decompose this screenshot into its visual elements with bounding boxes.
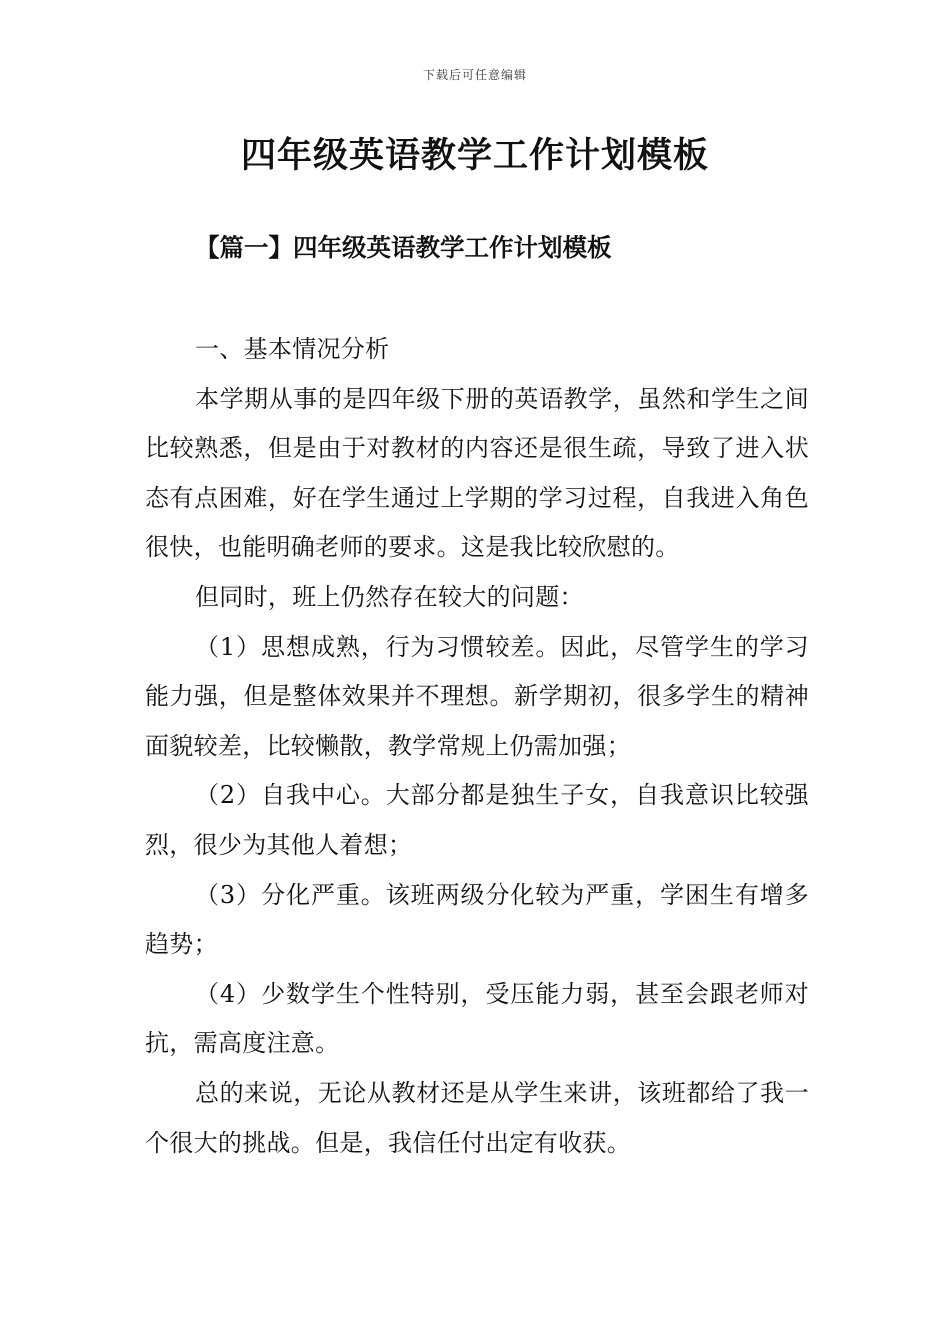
section-heading: 【篇一】四年级英语教学工作计划模板 [195,233,612,262]
list-item-3: （3）分化严重。该班两级分化较为严重，学困生有增多趋势； [145,880,809,959]
document-title: 四年级英语教学工作计划模板 [240,136,709,176]
paragraph-summary: 总的来说，无论从教材还是从学生来讲，该班都给了我一个很大的挑战。但是，我信任付出定有收获。 [145,1078,809,1157]
list-item-1: （1）思想成熟，行为习惯较差。因此，尽管学生的学习能力强，但是整体效果并不理想。新学期初，很多学生的精神面貌较差，比较懒散，教学常规上仍需加强； [145,632,809,760]
header-note: 下载后可任意编辑 [422,68,527,82]
list-item-2: （2）自我中心。大部分都是独生子女，自我意识比较强烈，很少为其他人着想； [145,781,809,859]
subheading-basic-analysis: 一、基本情况分析 [195,335,390,363]
list-item-4: （4）少数学生个性特别，受压能力弱，甚至会跟老师对抗，需高度注意。 [145,979,809,1058]
paragraph-intro: 本学期从事的是四年级下册的英语教学，虽然和学生之间比较熟悉，但是由于对教材的内容还是很生疏，导致了进入状态有点困难，好在学生通过上学期的学习过程，自我进入角色很快，也能明确老师的要求。这是我比较欣慰的。 [145,384,809,562]
paragraph-problems-lead: 但同时，班上仍然存在较大的问题： [195,582,584,611]
document-body [145,325,809,1168]
